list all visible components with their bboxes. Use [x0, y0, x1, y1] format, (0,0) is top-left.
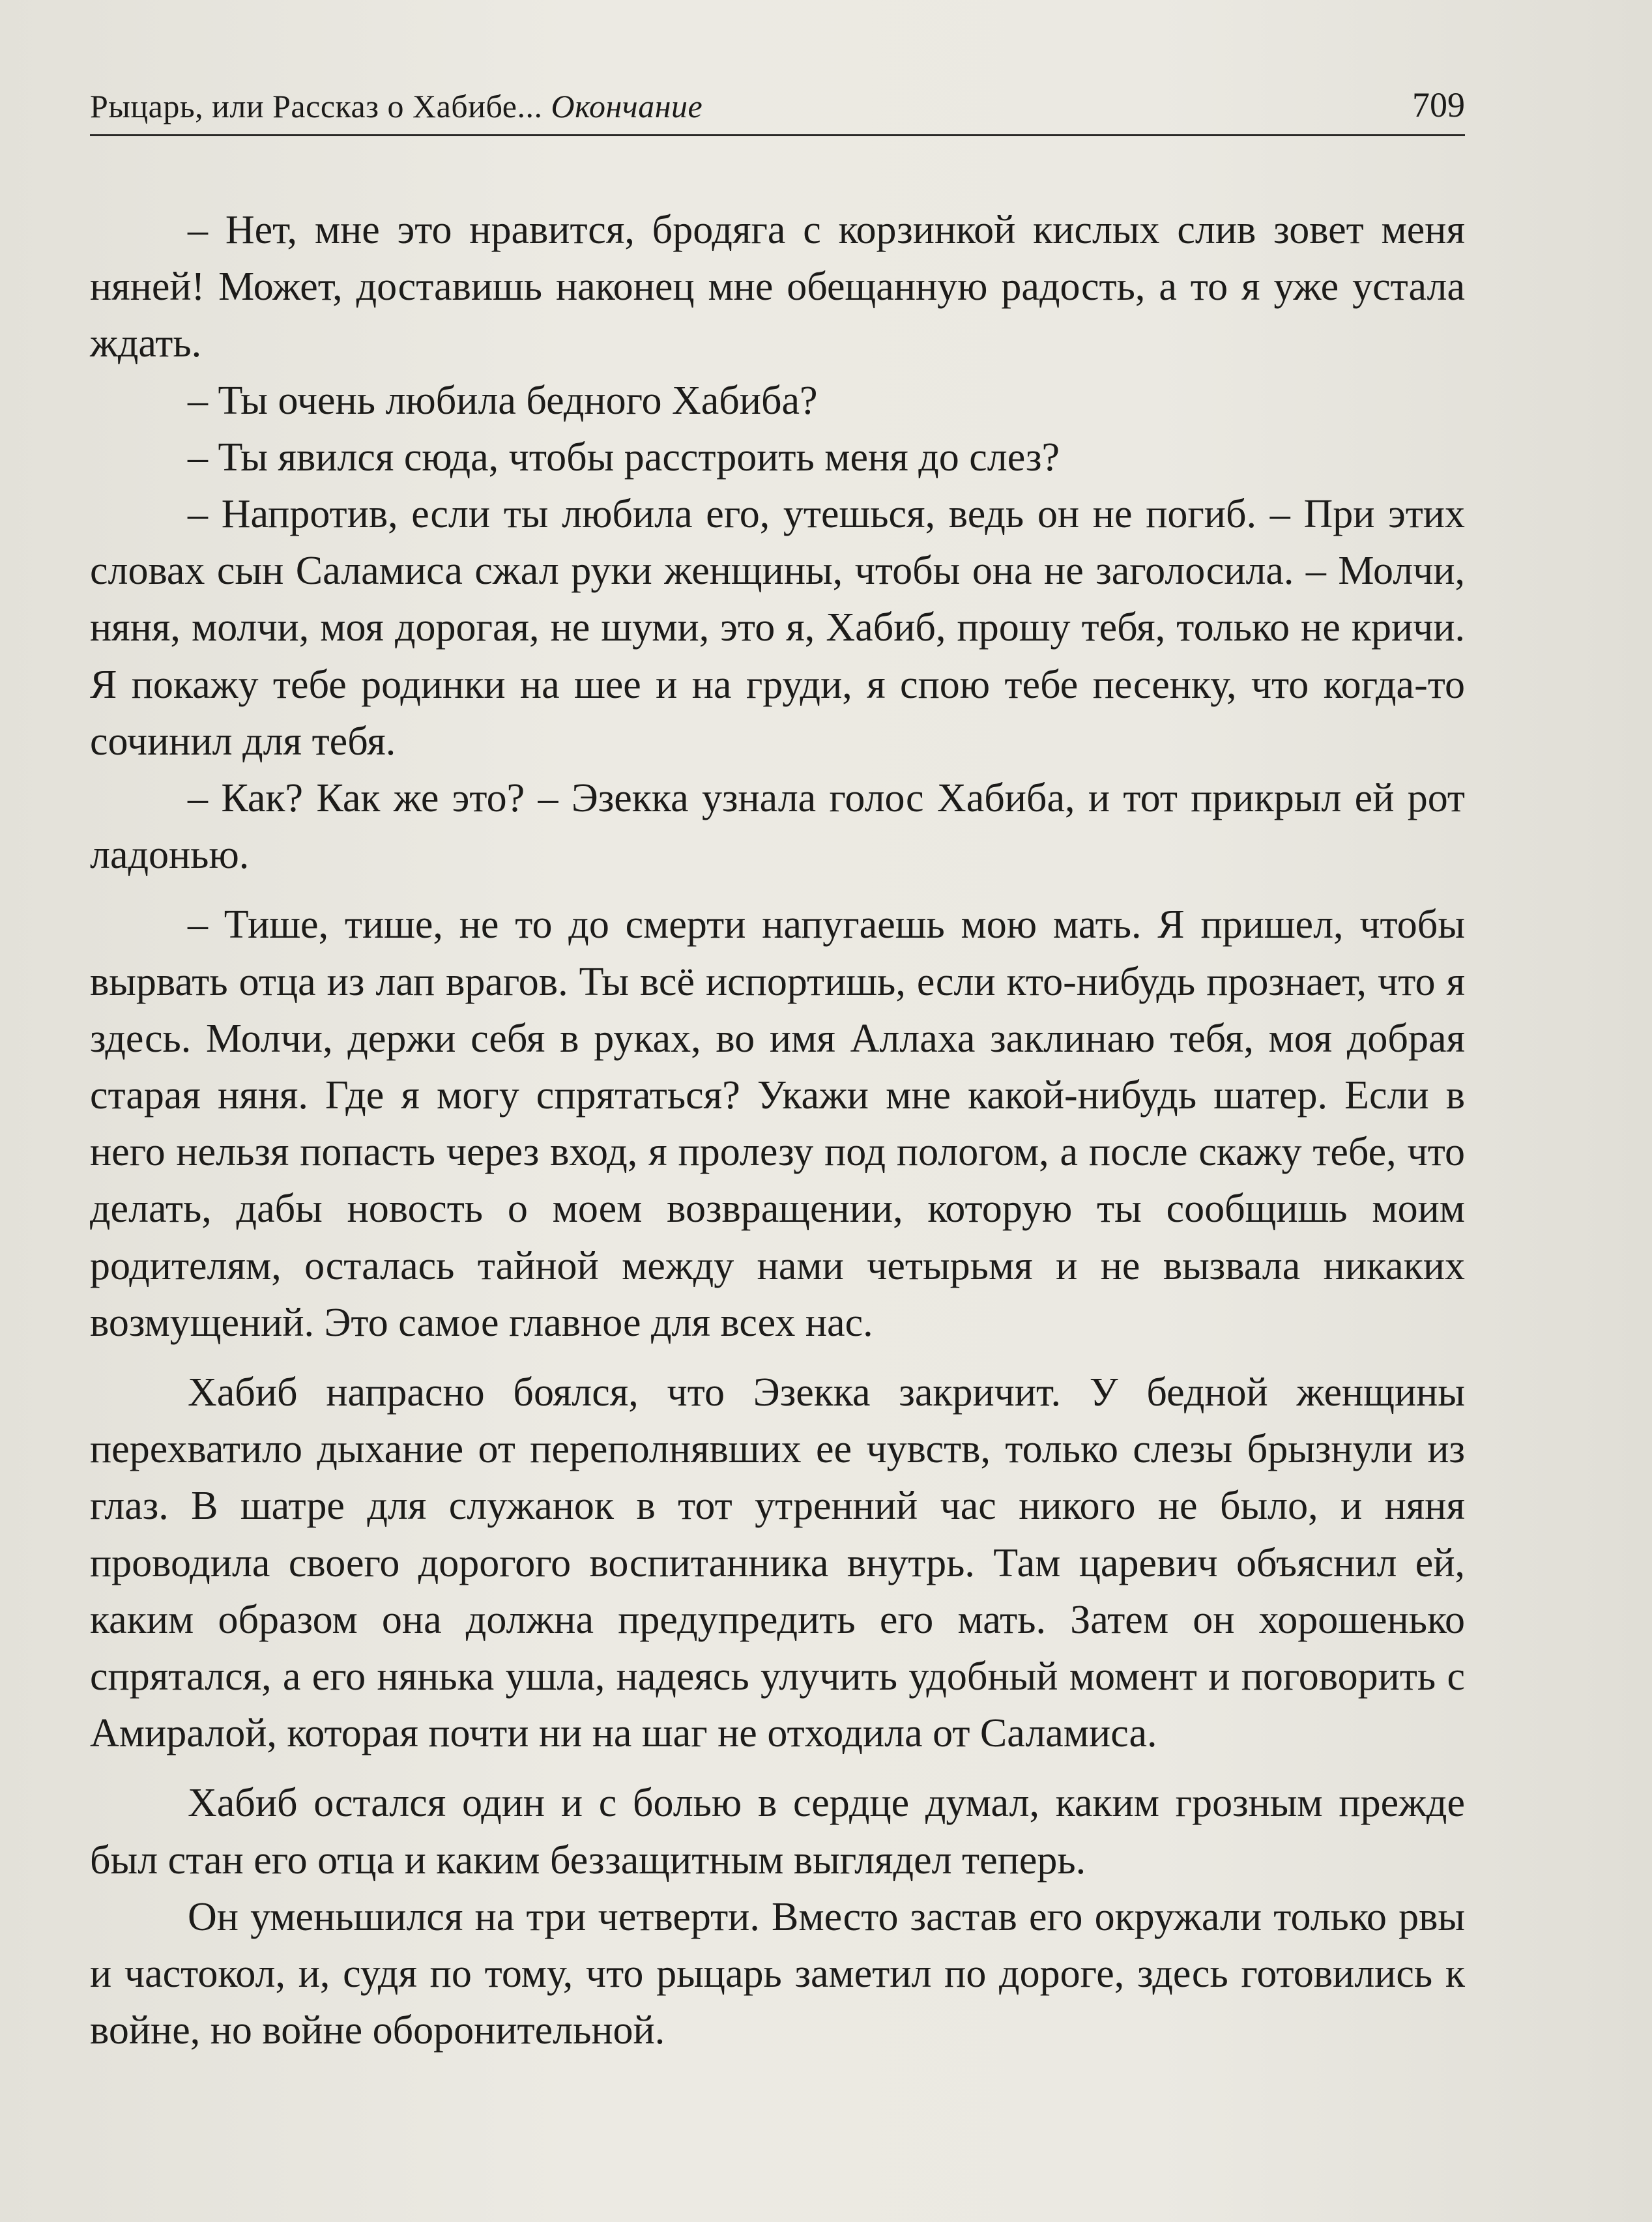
- body-text: [90, 202, 1465, 2060]
- paragraph: – Тише, тише, не то до смерти напугаешь мою мать. Я пришел, чтобы вырвать отца из лап врагов. Ты всё испортишь, если кто-нибудь прознает, что я здесь. Молчи, держи себя в руках, во имя Аллаха заклинаю тебя, моя добрая старая няня. Где я могу спрятаться? Укажи мне какой-нибудь шатер. Если в него нельзя попасть через вход, я пролезу под пологом, а после скажу тебе, что делать, дабы новость о моем возвращении, которую ты сообщишь моим родителям, осталась тайной между нами четырьмя и не вызвала никаких возмущений. Это самое главное для всех нас.: [90, 902, 1465, 1345]
- running-subtitle: Окончание: [551, 88, 703, 124]
- paragraph: – Ты явился сюда, чтобы расстроить меня до слез?: [188, 435, 1060, 480]
- page-header: [90, 63, 1465, 136]
- paragraph: Хабиб остался один и с болью в сердце думал, каким грозным прежде был стан его отца и каким беззащитным выглядел теперь.: [90, 1781, 1465, 1883]
- paragraph: Он уменьшился на три четверти. Вместо застав его окружали только рвы и частокол, и, судя по тому, что рыцарь заметил по дороге, здесь готовились к войне, но войне оборонительной.: [90, 1894, 1465, 2053]
- paragraph: – Нет, мне это нравится, бродяга с корзинкой кислых слив зовет меня няней! Может, доставишь наконец мне обещанную радость, а то я уже устала ждать.: [90, 208, 1465, 366]
- paragraph: Хабиб напрасно боялся, что Эзекка закричит. У бедной женщины перехватило дыхание от переполнявших ее чувств, только слезы брызнули из глаз. В шатре для служанок в тот утренний час никого не было, и няня проводила своего дорогого воспитанника внутрь. Там царевич объяснил ей, каким образом она должна предупредить его мать. Затем он хорошенько спрятался, а его нянька ушла, надеясь улучить удобный момент и поговорить с Амиралой, которая почти ни на шаг не отходила от Саламиса.: [90, 1370, 1465, 1756]
- paragraph: – Как? Как же это? – Эзекка узнала голос Хабиба, и тот прикрыл ей рот ладонью.: [90, 776, 1465, 878]
- running-title: [90, 87, 703, 125]
- paragraph: – Напротив, если ты любила его, утешься, ведь он не погиб. – При этих словах сын Саламиса сжал руки женщины, чтобы она не заголосила. – Молчи, няня, молчи, моя дорогая, не шуми, это я, Хабиб, прошу тебя, только не кричи. Я покажу тебе родинки на шее и на груди, я спою тебе песенку, что когда-то сочинил для тебя.: [90, 492, 1465, 764]
- page-number: 709: [1412, 85, 1465, 124]
- paragraph: – Ты очень любила бедного Хабиба?: [188, 378, 818, 423]
- running-title-text: Рыцарь, или Рассказ о Хабибе...: [90, 88, 543, 124]
